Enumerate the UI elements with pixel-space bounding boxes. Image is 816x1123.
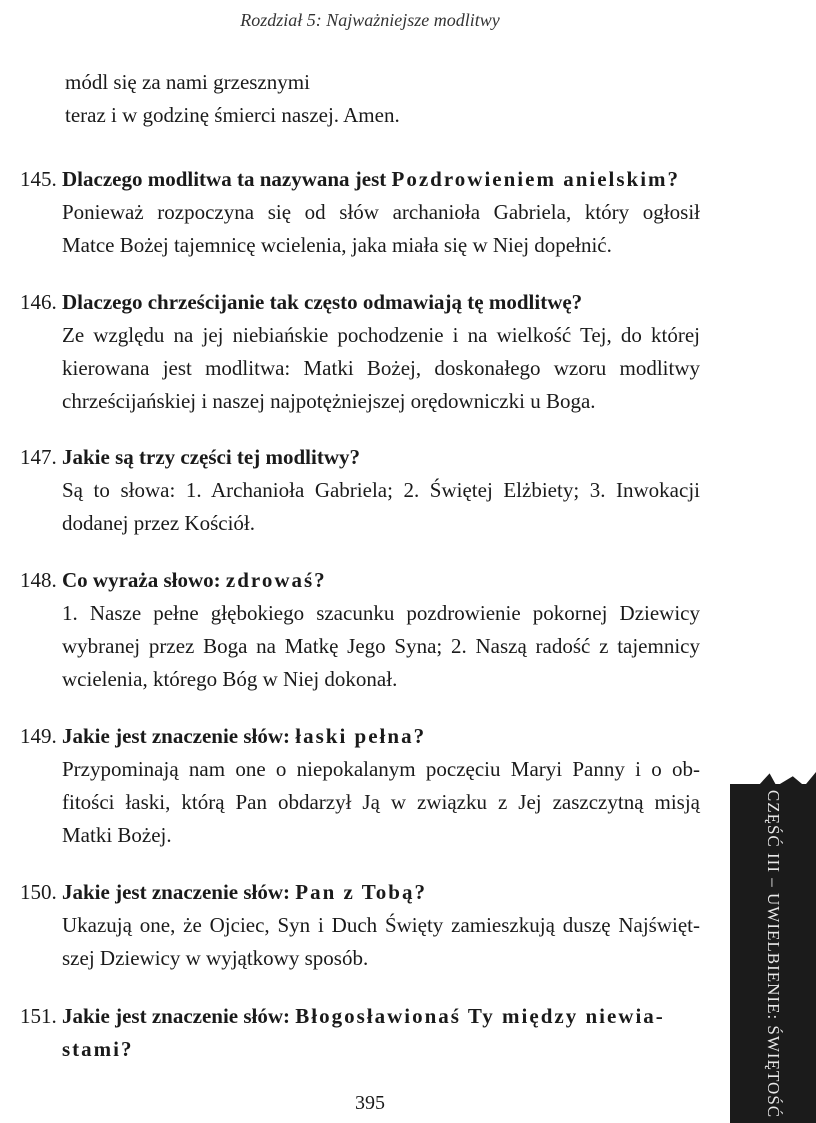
qa-item-151 xyxy=(20,1000,700,1066)
answer-line: Ukazują one, że Ojciec, Syn i Duch Święty zamieszkują duszę Najświęt- xyxy=(62,913,700,937)
intro-text xyxy=(65,66,400,132)
intro-line: teraz i w godzinę śmierci naszej. Amen. xyxy=(65,103,400,127)
answer-line: Matki Bożej. xyxy=(62,823,172,847)
qa-item-148 xyxy=(20,564,700,696)
question-emphasis: Pozdrowieniem anielskim xyxy=(391,167,668,191)
question-number: 148. xyxy=(20,568,57,592)
question-mark: ? xyxy=(121,1037,132,1061)
question-number: 150. xyxy=(20,880,57,904)
answer-line: kierowana jest modlitwa: Matki Bożej, doskonałego wzoru modlitwy xyxy=(62,356,700,380)
question xyxy=(20,163,700,196)
answer xyxy=(62,319,700,418)
qa-item-147 xyxy=(20,441,700,540)
answer-line: wcielenia, którego Bóg w Niej dokonał. xyxy=(62,667,398,691)
question-text: Jakie jest znaczenie słów: xyxy=(62,880,296,904)
answer-line: Przypominają nam one o niepokalanym poczęciu Maryi Panny i o ob- xyxy=(62,757,700,781)
answer-line: dodanej przez Kościół. xyxy=(62,511,256,535)
question xyxy=(20,876,700,909)
running-header: Rozdział 5: Najważniejsze modlitwy xyxy=(240,10,500,30)
answer-line: Ze względu na jej niebiańskie pochodzenie i na wielkość Tej, do której xyxy=(62,323,700,347)
question-mark: ? xyxy=(667,167,679,191)
answer-line: szej Dziewicy w wyjątkowy sposób. xyxy=(62,946,369,970)
question xyxy=(20,720,700,753)
answer xyxy=(62,909,700,975)
question xyxy=(20,1000,700,1066)
question-number: 151. xyxy=(20,1004,57,1028)
question-number: 145. xyxy=(20,167,57,191)
question-number: 149. xyxy=(20,724,57,748)
answer xyxy=(62,753,700,852)
answer-line: Są to słowa: 1. Archanioła Gabriela; 2. Świętej Elżbiety; 3. Inwokacji xyxy=(62,478,700,502)
question-emphasis: zdrowaś xyxy=(225,568,315,592)
page-number: 395 xyxy=(355,1092,385,1114)
question-text: Jakie jest znaczenie słów: xyxy=(62,724,296,748)
question-text: Jakie są trzy części tej modlitwy? xyxy=(62,445,360,469)
question-emphasis: Pan z Tobą xyxy=(295,880,415,904)
answer-line: fitości łaski, którą Pan obdarzył Ją w związku z Jej zaszczytną misją xyxy=(62,790,700,814)
answer xyxy=(62,474,700,540)
question-mark: ? xyxy=(413,724,425,748)
answer-line: Ponieważ rozpoczyna się od słów archanioła Gabriela, który ogłosił xyxy=(62,200,700,224)
question-emphasis: Błogosławionaś Ty między niewia-stami xyxy=(62,1004,665,1061)
chapter-side-tab-label: CZĘŚĆ III – UWIELBIENIE: ŚWIĘTOŚĆ xyxy=(764,789,783,1119)
question-text: Co wyraża słowo: xyxy=(62,568,226,592)
question-number: 147. xyxy=(20,445,57,469)
answer-line: 1. Nasze pełne głębokiego szacunku pozdrowienie pokornej Dziewicy xyxy=(62,601,700,625)
question xyxy=(20,564,700,597)
qa-item-146 xyxy=(20,286,700,418)
qa-item-149 xyxy=(20,720,700,852)
answer-line: Matce Bożej tajemnicę wcielenia, jaka miała się w Niej dopełnić. xyxy=(62,233,612,257)
chapter-side-tab xyxy=(730,784,816,1123)
qa-item-150 xyxy=(20,876,700,975)
question-mark: ? xyxy=(414,880,425,904)
question-text: Dlaczego modlitwa ta nazywana jest xyxy=(62,167,392,191)
answer-line: chrześcijańskiej i naszej najpotężniejszej orędowniczki u Boga. xyxy=(62,389,596,413)
question xyxy=(20,286,700,319)
answer-line: wybranej przez Boga na Matkę Jego Syna; 2. Naszą radość z tajemnicy xyxy=(62,634,700,658)
question-text: Dlaczego chrześcijanie tak często odmawiają tę modlitwę? xyxy=(62,290,583,314)
answer xyxy=(62,597,700,696)
question-emphasis: łaski pełna xyxy=(295,724,414,748)
question-number: 146. xyxy=(20,290,57,314)
question xyxy=(20,441,700,474)
question-text: Jakie jest znaczenie słów: xyxy=(62,1004,296,1028)
qa-item-145 xyxy=(20,163,700,262)
question-mark: ? xyxy=(314,568,325,592)
answer xyxy=(62,196,700,262)
intro-line: módl się za nami grzesznymi xyxy=(65,70,310,94)
